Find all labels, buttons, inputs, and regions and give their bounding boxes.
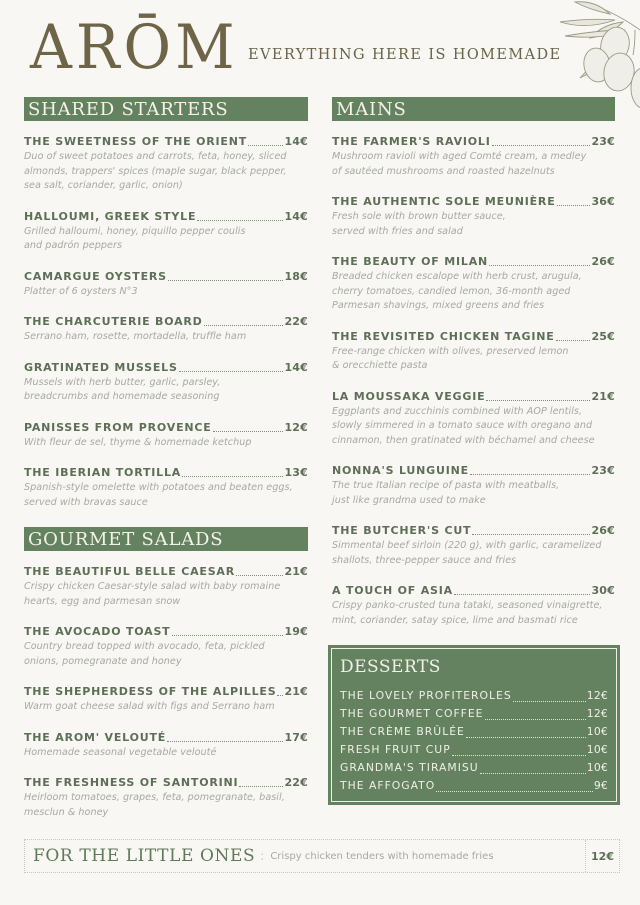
menu-item-name: CAMARGUE OYSTERS — [24, 269, 167, 283]
description-line: breadcrumbs and homemade seasoning — [24, 391, 220, 402]
menu-item-description — [332, 210, 615, 239]
dot-leader — [472, 534, 590, 535]
menu-item-header — [332, 524, 615, 538]
brand-title: ARŌM — [30, 11, 239, 83]
menu-item-price: 30€ — [591, 584, 615, 597]
menu-item-name: PANISSES FROM PROVENCE — [24, 420, 212, 434]
menu-item-name: THE IBERIAN TORTILLA — [24, 466, 182, 479]
description-line: served with bravas sauce — [24, 496, 148, 508]
menu-item-price: 18€ — [284, 269, 308, 283]
menu-item-name: THE GOURMET COFFEE — [340, 707, 484, 720]
description-line: Parmesan shavings, mixed greens and fries — [332, 300, 545, 311]
menu-item-header — [340, 759, 608, 777]
menu-item — [24, 135, 308, 194]
menu-item-description — [332, 539, 615, 568]
description-line: almonds, trappers' spices (maple sugar, black pepper, — [24, 165, 287, 177]
brand-logo — [30, 11, 239, 83]
menu-item-header — [332, 135, 615, 149]
dot-leader — [197, 220, 283, 221]
dot-leader — [277, 695, 283, 696]
menu-item-name: THE REVISITED CHICKEN TAGINE — [332, 329, 555, 343]
description-line: Crispy panko-crusted tuna tataki, seasoned vinaigrette, — [332, 600, 603, 611]
menu-item-header — [332, 390, 615, 404]
dot-leader — [239, 786, 283, 787]
description-line: Free-range chicken with olives, preserved lemon — [332, 345, 569, 357]
description-line: Homemade seasonal vegetable velouté — [24, 746, 217, 758]
menu-item — [332, 524, 615, 568]
menu-item-price: 12€ — [284, 420, 308, 434]
desserts-section — [328, 645, 620, 805]
section-title-salads: GOURMET SALADS — [24, 527, 308, 551]
menu-item-header — [24, 270, 308, 284]
menu-item-price: 26€ — [591, 524, 615, 537]
dot-leader — [557, 205, 591, 206]
menu-item-price: 22€ — [284, 776, 308, 789]
menu-item-header — [340, 687, 608, 705]
dot-leader — [248, 145, 283, 146]
menu-item-price: 17€ — [284, 730, 308, 744]
menu-item-name: THE BUTCHER'S CUT — [332, 524, 472, 537]
menu-item — [340, 705, 608, 723]
menu-item-name: LA MOUSSAKA VEGGIE — [332, 389, 486, 403]
menu-item-name: HALLOUMI, GREEK STYLE — [24, 209, 197, 223]
menu-item — [24, 625, 308, 669]
menu-item-header — [24, 685, 308, 699]
description-line: mint, coriander, satay spice, lime and basmati rice — [332, 614, 578, 626]
description-line: Spanish-style omelette with potatoes and beaten eggs, — [24, 482, 293, 493]
olive-branch-icon — [515, 0, 640, 110]
description-line: The true Italian recipe of pasta with meatballs, — [332, 480, 560, 491]
menu-item-description — [332, 150, 615, 179]
little-ones-section — [24, 839, 620, 873]
menu-item-description — [24, 746, 308, 761]
menu-item-description — [24, 640, 308, 669]
menu-item-name: A TOUCH OF ASIA — [332, 584, 453, 597]
menu-item-header — [332, 330, 615, 344]
menu-item-name: THE LOVELY PROFITEROLES — [340, 689, 512, 702]
description-line: Mussels with herb butter, garlic, parsley, — [24, 376, 221, 388]
menu-item-price: 21€ — [284, 565, 308, 578]
menu-item-description — [332, 405, 615, 449]
menu-item-name: THE AUTHENTIC SOLE MEUNIÈRE — [332, 195, 556, 208]
description-line: & orecchiette pasta — [332, 360, 428, 371]
menu-item-header — [24, 776, 308, 790]
menu-item-description — [24, 481, 308, 510]
menu-item-price: 14€ — [284, 360, 308, 374]
menu-item-name: THE FARMER'S RAVIOLI — [332, 135, 491, 148]
description-line: slowly simmered in a tomato sauce with oregano and — [332, 420, 593, 431]
dot-leader — [436, 791, 593, 792]
menu-item — [24, 270, 308, 300]
description-line: Warm goat cheese salad with figs and Serrano ham — [24, 701, 275, 712]
menu-item-price: 12€ — [586, 707, 608, 720]
menu-item-price: 10€ — [586, 743, 608, 756]
dot-leader — [167, 741, 283, 742]
menu-item-price: 23€ — [591, 464, 615, 477]
dot-leader — [182, 476, 283, 477]
mains-section — [332, 97, 615, 644]
description-line: Crispy chicken Caesar-style salad with baby romaine — [24, 581, 281, 592]
dot-leader — [489, 265, 590, 266]
description-line: Serrano ham, rosette, mortadella, truffle ham — [24, 331, 247, 342]
dot-leader — [454, 594, 590, 595]
menu-item-name: GRATINATED MUSSELS — [24, 360, 178, 374]
salads-list — [24, 565, 308, 820]
menu-item-header — [24, 466, 308, 480]
menu-item-description — [332, 479, 615, 508]
menu-item-price: 21€ — [284, 685, 308, 698]
menu-item-price: 23€ — [591, 135, 615, 148]
menu-item-description — [24, 225, 308, 254]
menu-item-description — [332, 599, 615, 628]
description-line: Mushroom ravioli with aged Comté cream, a medley — [332, 151, 587, 162]
dot-leader — [513, 701, 586, 702]
menu-item — [332, 135, 615, 179]
dot-leader — [213, 431, 284, 432]
desserts-frame — [331, 648, 617, 802]
dot-leader — [556, 340, 591, 341]
little-ones-title: FOR THE LITTLE ONES — [33, 846, 256, 866]
menu-item-name: THE AVOCADO TOAST — [24, 625, 171, 638]
menu-item — [332, 330, 615, 374]
section-title-starters: SHARED STARTERS — [24, 97, 308, 121]
menu-item-header — [24, 361, 308, 375]
menu-item — [332, 390, 615, 449]
menu-item — [24, 731, 308, 761]
menu-item — [340, 759, 608, 777]
description-line: sea salt, coriander, garlic, onion) — [24, 180, 183, 191]
menu-item-description — [24, 285, 308, 300]
menu-item-name: THE BEAUTY OF MILAN — [332, 255, 489, 268]
little-ones-price: 12€ — [585, 840, 619, 872]
menu-item-header — [332, 255, 615, 269]
description-line: Duo of sweet potatoes and carrots, feta, honey, sliced — [24, 151, 287, 162]
menu-item-description — [24, 580, 308, 609]
menu-item — [332, 584, 615, 628]
menu-item — [24, 685, 308, 715]
menu-item — [340, 687, 608, 705]
menu-item-name: THE SWEETNESS OF THE ORIENT — [24, 135, 248, 148]
menu-item-name: THE AFFOGATO — [340, 779, 436, 792]
section-title-mains: MAINS — [332, 97, 615, 121]
dot-leader — [485, 719, 586, 720]
menu-item-header — [24, 210, 308, 224]
menu-item-price: 36€ — [591, 195, 615, 208]
menu-item-header — [24, 565, 308, 579]
description-line: just like grandma used to make — [332, 494, 486, 506]
menu-item — [24, 315, 308, 345]
menu-item-name: NONNA'S LUNGUINE — [332, 464, 469, 477]
menu-item-description — [332, 270, 615, 314]
menu-item — [340, 777, 608, 795]
menu-item-price: 12€ — [586, 689, 608, 702]
description-line: Platter of 6 oysters N°3 — [24, 285, 138, 297]
menu-item-header — [24, 421, 308, 435]
menu-item-header — [332, 195, 615, 209]
menu-item-name: THE FRESHNESS OF SANTORINI — [24, 776, 239, 789]
dot-leader — [204, 325, 284, 326]
description-line: Eggplants and zucchinis combined with AOP lentils, — [332, 405, 583, 417]
menu-item-header — [332, 584, 615, 598]
menu-item-name: FRESH FRUIT CUP — [340, 743, 451, 756]
starters-list — [24, 135, 308, 510]
description-line: Heirloom tomatoes, grapes, feta, pomegranate, basil, — [24, 792, 285, 803]
dot-leader — [236, 575, 283, 576]
menu-item-name: GRANDMA'S TIRAMISU — [340, 761, 479, 774]
description-line: hearts, egg and parmesan snow — [24, 595, 181, 607]
menu-item-header — [24, 315, 308, 329]
description-line: Simmental beef sirloin (220 g), with garlic, caramelized — [332, 540, 602, 551]
menu-item — [24, 776, 308, 820]
menu-item-description — [24, 150, 308, 194]
description-line: cherry tomatoes, candied lemon, 36-month aged — [332, 285, 571, 297]
menu-item — [24, 565, 308, 609]
menu-item-name: THE BEAUTIFUL BELLE CAESAR — [24, 565, 236, 578]
menu-item-price: 21€ — [591, 389, 615, 403]
description-line: Country bread topped with avocado, feta, pickled — [24, 641, 265, 652]
dot-leader — [480, 773, 586, 774]
menu-item-header — [332, 464, 615, 478]
menu-item — [332, 195, 615, 239]
description-line: and padrón peppers — [24, 240, 123, 251]
dot-leader — [452, 755, 586, 756]
description-line: onions, pomegranate and honey — [24, 655, 182, 667]
menu-item-price: 14€ — [284, 135, 308, 148]
desserts-list — [340, 687, 608, 795]
little-ones-description: Crispy chicken tenders with homemade fries — [270, 850, 494, 862]
dot-leader — [179, 371, 284, 372]
menu-item-price: 14€ — [284, 209, 308, 223]
menu-item-price: 22€ — [284, 315, 308, 328]
menu-item-price: 25€ — [591, 329, 615, 343]
menu-item-description — [332, 345, 615, 374]
menu-item-description — [24, 436, 308, 451]
menu-item-name: THE CRÈME BRÛLÉE — [340, 725, 465, 738]
menu-item-header — [340, 741, 608, 759]
mains-list — [332, 135, 615, 628]
little-ones-separator: : — [260, 849, 265, 863]
section-title-desserts: DESSERTS — [340, 657, 441, 677]
tagline: EVERYTHING HERE IS HOMEMADE — [248, 47, 562, 63]
menu-item — [24, 210, 308, 254]
menu-item-price: 19€ — [284, 625, 308, 638]
menu-item-header — [340, 705, 608, 723]
menu-item-header — [24, 731, 308, 745]
menu-item-header — [340, 777, 608, 795]
menu-item — [24, 361, 308, 405]
dot-leader — [168, 280, 284, 281]
menu-item-price: 13€ — [284, 466, 308, 479]
dot-leader — [492, 145, 591, 146]
menu-item-name: THE CHARCUTERIE BOARD — [24, 315, 203, 328]
menu-item-price: 9€ — [593, 779, 608, 792]
description-line: Breaded chicken escalope with herb crust, arugula, — [332, 271, 582, 282]
description-line: Grilled halloumi, honey, piquillo pepper coulis — [24, 225, 246, 237]
menu-item — [24, 466, 308, 510]
dot-leader — [486, 400, 590, 401]
menu-item-description — [24, 330, 308, 345]
menu-item-description — [24, 376, 308, 405]
menu-item-name: THE AROM' VELOUTÉ — [24, 730, 167, 744]
salads-section — [24, 527, 308, 836]
starters-section — [24, 97, 308, 526]
description-line: Fresh sole with brown butter sauce, — [332, 211, 506, 222]
menu-item-price: 10€ — [586, 761, 608, 774]
menu-item-header — [24, 135, 308, 149]
dot-leader — [466, 737, 586, 738]
menu-item-header — [340, 723, 608, 741]
menu-item — [332, 255, 615, 314]
dot-leader — [470, 474, 591, 475]
menu-item — [340, 741, 608, 759]
menu-item-header — [24, 625, 308, 639]
menu-item-description — [24, 791, 308, 820]
description-line: shallots, three-pepper sauce and fries — [332, 554, 517, 566]
description-line: served with fries and salad — [332, 225, 463, 237]
menu-item — [340, 723, 608, 741]
menu-item-price: 26€ — [591, 255, 615, 268]
description-line: mesclun & honey — [24, 806, 109, 818]
menu-item — [332, 464, 615, 508]
dot-leader — [172, 635, 284, 636]
menu-item — [24, 421, 308, 451]
description-line: cinnamon, then gratinated with béchamel and cheese — [332, 434, 595, 446]
menu-item-description — [24, 700, 308, 715]
menu-item-price: 10€ — [586, 725, 608, 738]
description-line: of sautéed mushrooms and roasted hazelnuts — [332, 165, 555, 177]
menu-item-name: THE SHEPHERDESS OF THE ALPILLES — [24, 685, 277, 698]
description-line: With fleur de sel, thyme & homemade ketchup — [24, 436, 252, 448]
